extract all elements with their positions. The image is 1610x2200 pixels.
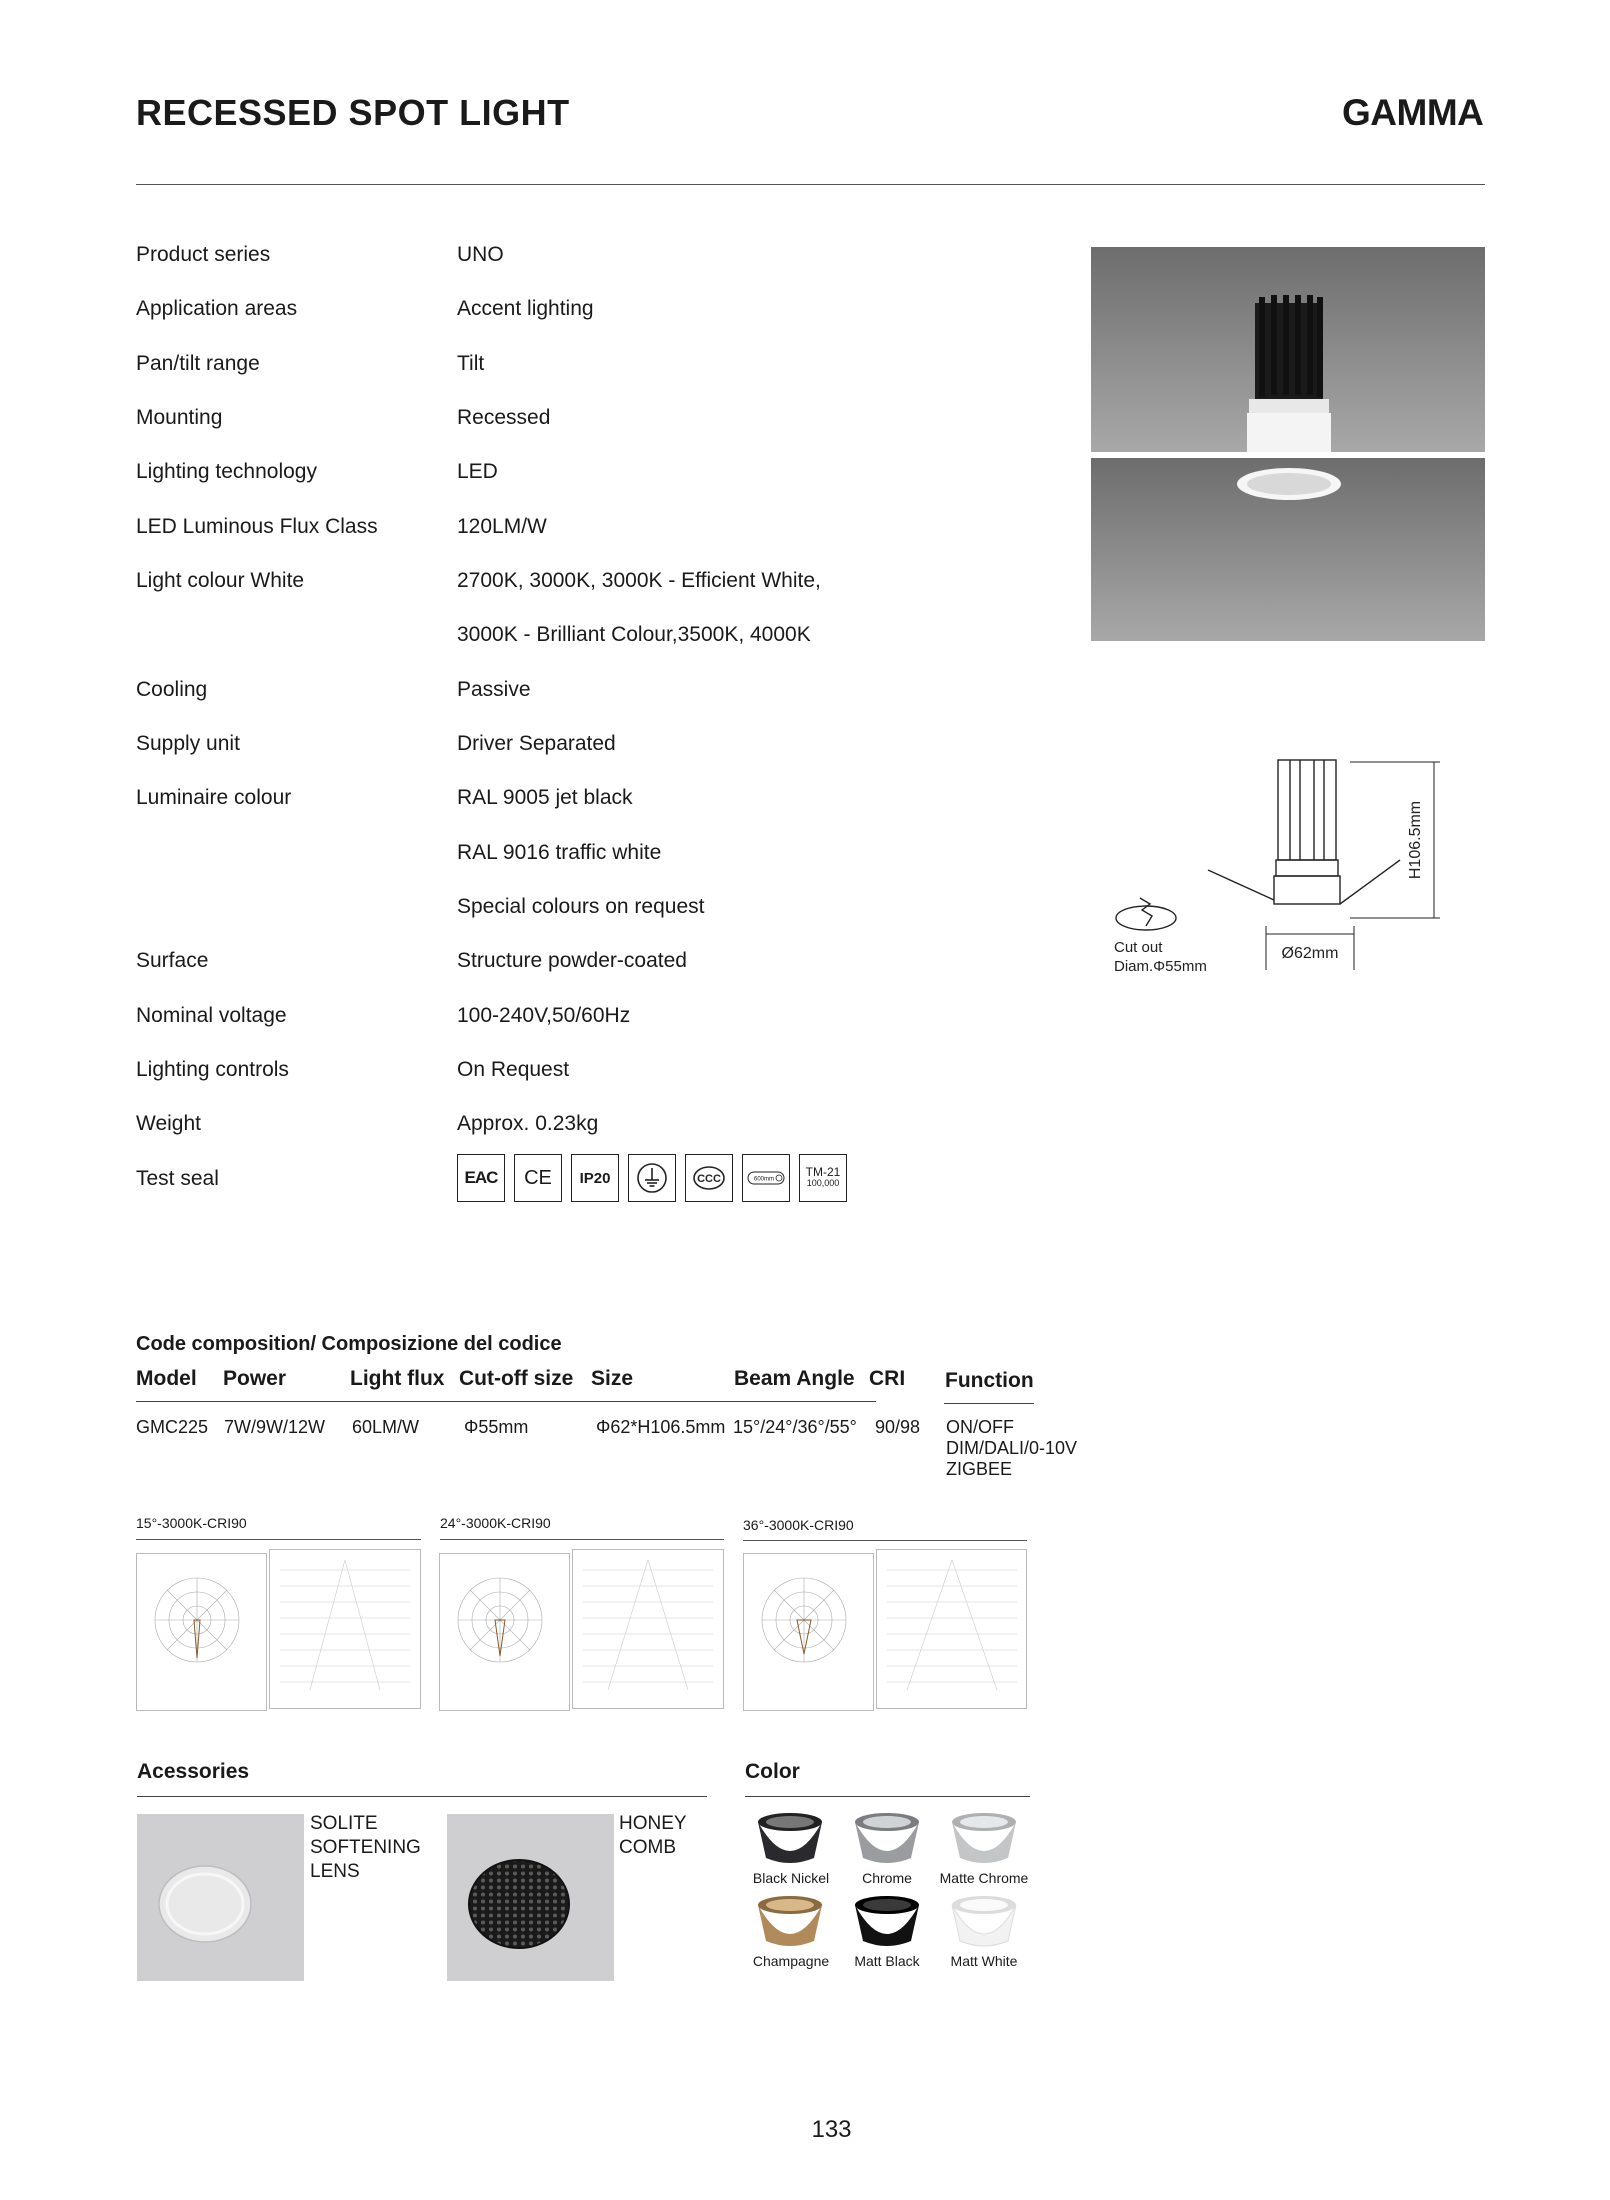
- spec-value: 120LM/W: [457, 515, 547, 538]
- page-title: RECESSED SPOT LIGHT: [136, 92, 570, 133]
- spec-label: Supply unit: [136, 732, 240, 755]
- photometric-divider: [743, 1540, 1027, 1541]
- accessory-label-line: SOFTENING: [310, 1837, 421, 1858]
- spec-value: 100-240V,50/60Hz: [457, 1004, 631, 1027]
- illuminance-table: [876, 1549, 1027, 1709]
- spec-value: Recessed: [457, 406, 551, 429]
- color-label: Matte Chrome: [939, 1870, 1029, 1886]
- diameter-dimension: Ø62mm: [1281, 945, 1339, 962]
- spec-label: Nominal voltage: [136, 1004, 287, 1027]
- code-cell: 7W/9W/12W: [224, 1417, 326, 1437]
- spec-value: RAL 9005 jet black: [457, 786, 633, 809]
- color-swatch-black-nickel: [750, 1810, 830, 1866]
- accessories-title: Acessories: [137, 1760, 250, 1783]
- svg-text:600mm: 600mm: [753, 1176, 775, 1183]
- accessory-label: [310, 1812, 421, 1884]
- spec-value: 2700K, 3000K, 3000K - Efficient White,: [457, 569, 821, 592]
- code-header: Power: [223, 1367, 287, 1390]
- spec-label: Application areas: [136, 297, 298, 320]
- spec-value: LED: [457, 460, 498, 483]
- spec-label: Pan/tilt range: [136, 352, 260, 375]
- polar-diagram: [743, 1553, 874, 1711]
- heatsink-fins: [1255, 295, 1323, 403]
- spec-label: Surface: [136, 949, 209, 972]
- header-divider: [136, 184, 1485, 185]
- photometric-title: 36°-3000K-CRI90: [743, 1517, 854, 1533]
- accessory-label-line: HONEY: [619, 1813, 687, 1834]
- function-item: DIM/DALI/0-10V: [946, 1438, 1078, 1458]
- honeycomb-image: [447, 1814, 614, 1981]
- technical-drawing: [1100, 750, 1500, 980]
- accessory-label-line: SOLITE: [310, 1813, 378, 1834]
- photometric-divider: [136, 1539, 421, 1540]
- accessory-label: [619, 1812, 687, 1860]
- height-dimension: H106.5mm: [1407, 800, 1424, 880]
- accessory-label-line: LENS: [310, 1861, 360, 1882]
- color-label: Champagne: [752, 1953, 830, 1969]
- spec-value: Approx. 0.23kg: [457, 1112, 599, 1135]
- eac-seal: EAC: [457, 1154, 505, 1202]
- function-item: ON/OFF: [946, 1417, 1014, 1437]
- code-cell: GMC225: [136, 1417, 209, 1437]
- page-number: 133: [811, 2116, 852, 2143]
- code-cell: Φ55mm: [464, 1417, 529, 1437]
- cutout-label: Cut out: [1114, 939, 1163, 956]
- spec-label: Lighting controls: [136, 1058, 289, 1081]
- color-label: Chrome: [862, 1870, 912, 1886]
- code-divider-function: [944, 1403, 1034, 1404]
- brand-logo: GAMMA: [1342, 92, 1484, 133]
- test-seals: [457, 1154, 847, 1202]
- product-photo-top: [1091, 247, 1485, 452]
- tm21-seal: TM-21 100,000: [799, 1154, 847, 1202]
- function-item: ZIGBEE: [946, 1459, 1013, 1479]
- color-swatch-matte-chrome: [944, 1810, 1024, 1866]
- spec-label: Cooling: [136, 678, 208, 701]
- color-title: Color: [745, 1760, 800, 1783]
- spec-value: 3000K - Brilliant Colour,3500K, 4000K: [457, 623, 811, 646]
- ip20-seal: IP20: [571, 1154, 619, 1202]
- spec-label: Luminaire colour: [136, 786, 292, 809]
- code-header: CRI: [869, 1367, 906, 1390]
- accessories-divider: [137, 1796, 707, 1797]
- code-header: Cut-off size: [459, 1367, 574, 1390]
- code-cell: 60LM/W: [352, 1417, 420, 1437]
- earth-icon: [628, 1154, 676, 1202]
- photometric-title: 24°-3000K-CRI90: [440, 1515, 551, 1531]
- product-photo-bottom: [1091, 458, 1485, 641]
- code-section-title: Code composition/ Composizione del codice: [136, 1333, 562, 1355]
- polar-diagram: [136, 1553, 267, 1711]
- spec-value: Structure powder-coated: [457, 949, 687, 972]
- illuminance-table: [572, 1549, 724, 1709]
- code-cell: 15°/24°/36°/55°: [733, 1417, 857, 1437]
- spec-label: Weight: [136, 1112, 201, 1135]
- svg-text:CCC: CCC: [697, 1173, 721, 1185]
- color-label: Matt Black: [854, 1953, 920, 1969]
- spec-value: Tilt: [457, 352, 485, 375]
- color-swatch-matt-white: [944, 1893, 1024, 1949]
- photometric-title: 15°-3000K-CRI90: [136, 1515, 247, 1531]
- illuminance-table: [269, 1549, 421, 1709]
- spec-label: LED Luminous Flux Class: [136, 515, 378, 538]
- code-header: Beam Angle: [734, 1367, 855, 1390]
- code-header: Model: [136, 1367, 197, 1390]
- code-header: Light flux: [350, 1367, 445, 1390]
- softening-lens-image: [137, 1814, 304, 1981]
- code-cell: Φ62*H106.5mm: [596, 1417, 726, 1437]
- spec-value: Driver Separated: [457, 732, 616, 755]
- color-swatch-matt-black: [847, 1893, 927, 1949]
- color-swatch-chrome: [847, 1810, 927, 1866]
- spec-label: Product series: [136, 243, 271, 266]
- cutout-diameter: Diam.Φ55mm: [1114, 958, 1207, 975]
- 600mm-icon: [742, 1154, 790, 1202]
- color-divider: [745, 1796, 1030, 1797]
- spec-value: Passive: [457, 678, 531, 701]
- color-label: Matt White: [950, 1953, 1018, 1969]
- spec-value: On Request: [457, 1058, 570, 1081]
- code-header: Size: [591, 1367, 634, 1390]
- accessory-label-line: COMB: [619, 1837, 676, 1858]
- color-label: Black Nickel: [752, 1870, 830, 1886]
- photometric-divider: [440, 1539, 724, 1540]
- spec-value: UNO: [457, 243, 504, 266]
- spec-label: Test seal: [136, 1167, 219, 1190]
- ccc-icon: [685, 1154, 733, 1202]
- color-swatch-champagne: [750, 1893, 830, 1949]
- spec-label: Mounting: [136, 406, 223, 429]
- ce-seal: CE: [514, 1154, 562, 1202]
- code-cell: 90/98: [875, 1417, 921, 1437]
- polar-diagram: [439, 1553, 570, 1711]
- spec-label: Lighting technology: [136, 460, 317, 483]
- code-divider: [136, 1401, 876, 1402]
- function-list: [946, 1417, 1077, 1480]
- spec-value: Accent lighting: [457, 297, 594, 320]
- spec-value: RAL 9016 traffic white: [457, 841, 662, 864]
- spec-label: Light colour White: [136, 569, 305, 592]
- code-header: Function: [945, 1369, 1034, 1392]
- spec-value: Special colours on request: [457, 895, 705, 918]
